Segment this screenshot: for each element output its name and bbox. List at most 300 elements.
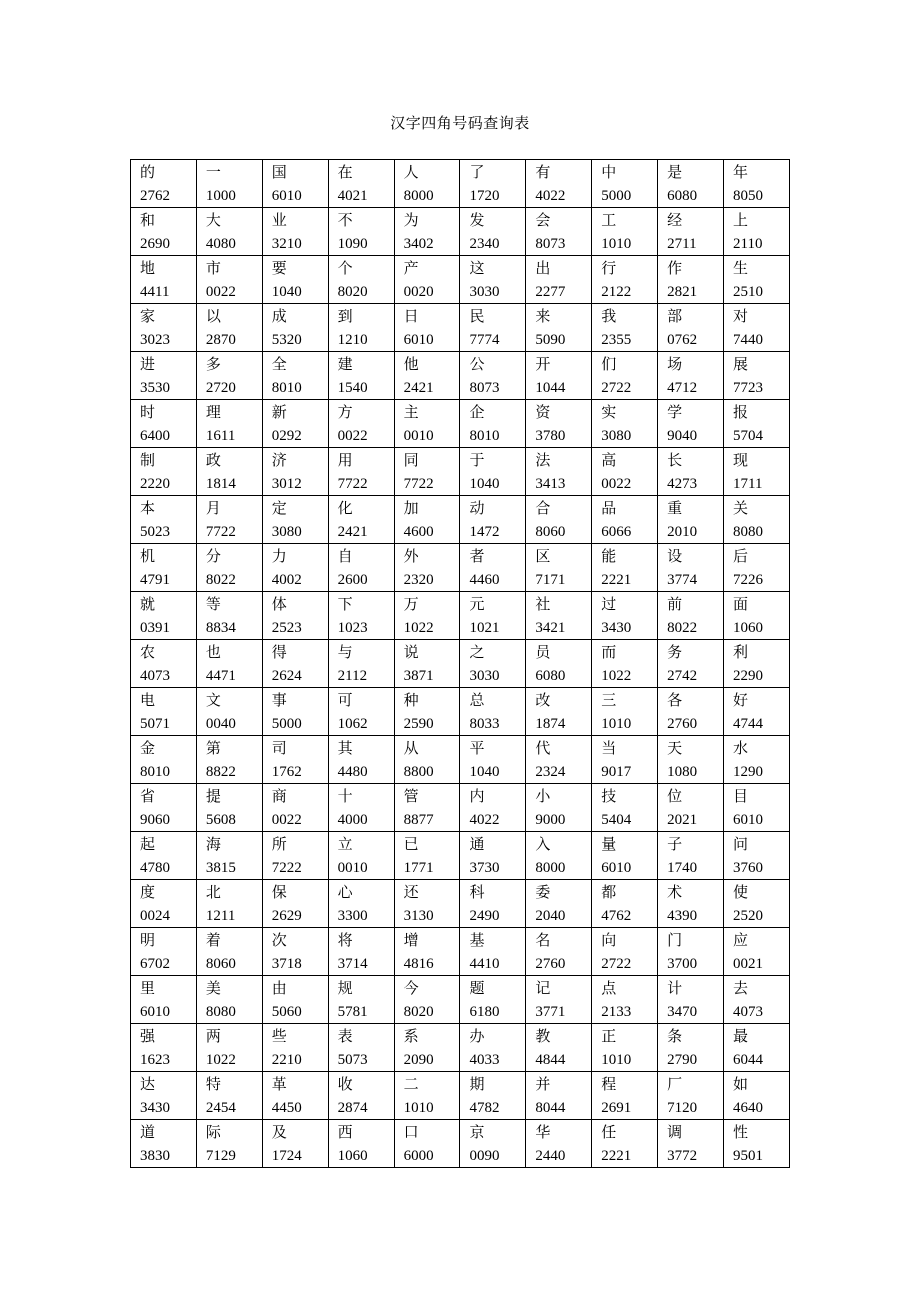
table-cell: [196, 544, 262, 592]
table-cell: [724, 496, 790, 544]
hanzi-character: 大: [205, 211, 221, 229]
table-cell: [196, 592, 262, 640]
four-corner-code: 5071: [140, 716, 170, 732]
table-row: [131, 256, 790, 304]
hanzi-character: 内: [469, 787, 485, 805]
hanzi-character: 来: [535, 307, 551, 325]
table-cell: [394, 352, 460, 400]
four-corner-code: 4002: [271, 572, 302, 588]
four-corner-code: 4460: [469, 572, 500, 588]
hanzi-character: 力: [271, 547, 287, 565]
four-corner-code: 8022: [205, 572, 236, 588]
hanzi-character: 今: [403, 979, 419, 997]
four-corner-code: 4022: [535, 188, 566, 204]
four-corner-code: 1010: [601, 236, 632, 252]
table-cell: [724, 928, 790, 976]
table-cell: [328, 688, 394, 736]
four-corner-code: 8022: [667, 620, 698, 636]
hanzi-character: 司: [271, 739, 287, 757]
table-cell: [526, 736, 592, 784]
four-corner-code: 8877: [403, 812, 434, 828]
four-corner-code: 1874: [535, 716, 566, 732]
table-cell: [262, 1120, 328, 1168]
hanzi-character: 能: [601, 547, 617, 565]
hanzi-character: 地: [140, 259, 156, 277]
hanzi-character: 月: [205, 499, 221, 517]
table-cell: [196, 1024, 262, 1072]
four-corner-code: 4073: [733, 1004, 764, 1020]
table-cell: [592, 400, 658, 448]
table-cell: [526, 448, 592, 496]
table-cell: [196, 448, 262, 496]
four-corner-code: 6702: [140, 956, 170, 972]
hanzi-character: 水: [733, 739, 749, 757]
table-row: [131, 208, 790, 256]
four-corner-code: 3815: [205, 860, 236, 876]
four-corner-code: 3210: [271, 236, 302, 252]
four-corner-code: 8010: [140, 764, 170, 780]
four-corner-code: 2762: [140, 188, 170, 204]
four-corner-code: 5060: [271, 1004, 302, 1020]
table-cell: [328, 352, 394, 400]
hanzi-character: 平: [469, 739, 485, 757]
table-cell: [658, 1024, 724, 1072]
hanzi-character: 前: [667, 595, 683, 613]
table-cell: [196, 1120, 262, 1168]
table-cell: [724, 784, 790, 832]
hanzi-character: 京: [469, 1123, 485, 1141]
table-cell: [460, 976, 526, 1024]
four-corner-code: 8060: [205, 956, 236, 972]
table-cell: [262, 784, 328, 832]
table-cell: [526, 928, 592, 976]
table-cell: [592, 544, 658, 592]
table-cell: [526, 832, 592, 880]
hanzi-character: 如: [733, 1075, 749, 1093]
table-cell: [658, 544, 724, 592]
table-cell: [526, 208, 592, 256]
four-corner-code: 1720: [469, 188, 500, 204]
table-cell: [328, 400, 394, 448]
four-corner-code: 8822: [205, 764, 236, 780]
hanzi-character: 等: [205, 595, 221, 613]
table-cell: [196, 400, 262, 448]
hanzi-character: 实: [601, 403, 617, 421]
four-corner-code: 1010: [601, 716, 632, 732]
table-cell: [131, 592, 197, 640]
table-cell: [658, 1120, 724, 1168]
table-cell: [131, 832, 197, 880]
hanzi-character: 出: [535, 259, 551, 277]
table-cell: [658, 688, 724, 736]
table-cell: [196, 496, 262, 544]
hanzi-character: 政: [205, 451, 221, 469]
hanzi-character: 到: [337, 307, 353, 325]
four-corner-code: 2722: [601, 380, 632, 396]
table-cell: [196, 352, 262, 400]
hanzi-character: 动: [469, 499, 485, 517]
four-corner-code: 8834: [205, 620, 236, 636]
table-row: [131, 496, 790, 544]
four-corner-code: 3700: [667, 956, 698, 972]
table-cell: [131, 352, 197, 400]
hanzi-character: 面: [733, 595, 749, 613]
four-corner-code: 1611: [205, 428, 236, 444]
table-cell: [658, 304, 724, 352]
hanzi-character: 程: [601, 1075, 617, 1093]
table-cell: [526, 1120, 592, 1168]
hanzi-character: 的: [140, 163, 156, 181]
table-row: [131, 928, 790, 976]
four-corner-code: 3774: [667, 572, 698, 588]
hanzi-character: 技: [601, 787, 617, 805]
four-corner-code: 3871: [403, 668, 434, 684]
table-cell: [328, 208, 394, 256]
hanzi-character: 应: [733, 931, 749, 949]
hanzi-character: 学: [667, 403, 683, 421]
table-cell: [131, 928, 197, 976]
hanzi-character: 多: [205, 355, 221, 373]
table-cell: [460, 208, 526, 256]
table-cell: [724, 160, 790, 208]
table-cell: [328, 832, 394, 880]
table-cell: [460, 1072, 526, 1120]
four-corner-code: 2112: [337, 668, 368, 684]
hanzi-character: 天: [667, 739, 683, 757]
table-cell: [131, 208, 197, 256]
hanzi-character: 题: [469, 979, 485, 997]
hanzi-character: 有: [535, 163, 551, 181]
hanzi-character: 规: [337, 979, 353, 997]
four-corner-code: 1771: [403, 860, 434, 876]
hanzi-character: 员: [535, 643, 551, 661]
table-cell: [262, 880, 328, 928]
table-cell: [526, 640, 592, 688]
hanzi-character: 了: [469, 163, 485, 181]
table-cell: [526, 1024, 592, 1072]
hanzi-character: 法: [535, 451, 551, 469]
four-corner-code: 3430: [140, 1100, 170, 1116]
hanzi-character: 增: [403, 931, 419, 949]
hanzi-character: 关: [733, 499, 749, 517]
table-body: [131, 160, 790, 1168]
hanzi-character: 还: [403, 883, 419, 901]
hanzi-character: 向: [601, 931, 617, 949]
four-corner-code: 2520: [733, 908, 764, 924]
four-corner-code: 2090: [403, 1052, 434, 1068]
four-corner-code: 7722: [337, 476, 368, 492]
table-cell: [460, 496, 526, 544]
four-corner-code: 6010: [140, 1004, 170, 1020]
table-cell: [724, 688, 790, 736]
hanzi-character: 去: [733, 979, 749, 997]
table-cell: [724, 1024, 790, 1072]
hanzi-character: 为: [403, 211, 419, 229]
four-corner-code: 0292: [271, 428, 302, 444]
table-cell: [328, 976, 394, 1024]
four-corner-code: 9017: [601, 764, 632, 780]
table-cell: [460, 256, 526, 304]
four-corner-code: 1762: [271, 764, 302, 780]
hanzi-character: 商: [271, 787, 287, 805]
table-cell: [394, 208, 460, 256]
hanzi-character: 北: [205, 883, 221, 901]
hanzi-character: 一: [205, 163, 221, 181]
four-corner-code: 4410: [469, 956, 500, 972]
four-corner-code: 8033: [469, 716, 500, 732]
hanzi-character: 门: [667, 931, 683, 949]
hanzi-character: 位: [667, 787, 683, 805]
hanzi-character: 通: [469, 835, 485, 853]
four-corner-code: 0090: [469, 1148, 500, 1164]
hanzi-character: 改: [535, 691, 551, 709]
table-cell: [460, 304, 526, 352]
four-corner-code: 8060: [535, 524, 566, 540]
four-corner-code: 4033: [469, 1052, 500, 1068]
page-title: 汉字四角号码查询表: [390, 114, 530, 132]
hanzi-character: 年: [733, 163, 749, 181]
hanzi-character: 度: [140, 883, 156, 901]
four-corner-code: 3470: [667, 1004, 698, 1020]
four-corner-code: 5000: [271, 716, 302, 732]
four-corner-code: 4640: [733, 1100, 764, 1116]
table-cell: [328, 496, 394, 544]
four-corner-code: 5000: [601, 188, 632, 204]
hanzi-character: 表: [337, 1027, 353, 1045]
hanzi-character: 不: [337, 211, 353, 229]
hanzi-character: 着: [205, 931, 221, 949]
hanzi-character: 企: [469, 403, 485, 421]
four-corner-code: 2760: [667, 716, 698, 732]
hanzi-character: 分: [205, 547, 221, 565]
four-corner-code: 6010: [403, 332, 434, 348]
table-cell: [592, 640, 658, 688]
table-cell: [724, 592, 790, 640]
hanzi-character: 们: [601, 355, 617, 373]
four-corner-code: 7722: [205, 524, 236, 540]
hanzi-character: 使: [733, 883, 749, 901]
four-corner-code: 3402: [403, 236, 434, 252]
four-corner-code: 2133: [601, 1004, 632, 1020]
four-corner-code: 8020: [337, 284, 368, 300]
table-cell: [262, 832, 328, 880]
table-cell: [592, 976, 658, 1024]
hanzi-character: 全: [271, 355, 287, 373]
four-corner-code: 1062: [337, 716, 368, 732]
table-cell: [592, 256, 658, 304]
four-corner-code: 8044: [535, 1100, 566, 1116]
table-cell: [592, 448, 658, 496]
four-corner-code: 0022: [271, 812, 302, 828]
table-cell: [658, 448, 724, 496]
four-corner-code: 1623: [140, 1052, 170, 1068]
hanzi-character: 农: [140, 643, 156, 661]
four-corner-code: 0762: [667, 332, 698, 348]
four-corner-code: 7222: [271, 860, 302, 876]
hanzi-character: 办: [469, 1027, 485, 1045]
hanzi-character: 计: [667, 979, 683, 997]
hanzi-character: 元: [469, 595, 485, 613]
four-corner-code: 2021: [667, 812, 698, 828]
table-cell: [394, 592, 460, 640]
four-corner-code: 4791: [140, 572, 170, 588]
table-cell: [328, 1120, 394, 1168]
four-corner-code: 6010: [733, 812, 764, 828]
four-corner-code: 5608: [205, 812, 236, 828]
table-cell: [262, 736, 328, 784]
table-cell: [658, 928, 724, 976]
table-row: [131, 592, 790, 640]
four-corner-code: 3760: [733, 860, 764, 876]
table-row: [131, 448, 790, 496]
table-row: [131, 1024, 790, 1072]
table-cell: [658, 592, 724, 640]
four-corner-code: 5704: [733, 428, 764, 444]
four-corner-code: 7723: [733, 380, 764, 396]
table-cell: [131, 400, 197, 448]
table-cell: [526, 544, 592, 592]
table-cell: [394, 400, 460, 448]
four-corner-code: 4450: [271, 1100, 302, 1116]
hanzi-character: 文: [205, 691, 221, 709]
hanzi-character: 这: [469, 259, 485, 277]
hanzi-character: 条: [667, 1027, 683, 1045]
table-cell: [592, 784, 658, 832]
hanzi-character: 从: [403, 739, 419, 757]
table-cell: [328, 736, 394, 784]
table-cell: [724, 544, 790, 592]
hanzi-character: 要: [271, 259, 287, 277]
table-cell: [658, 832, 724, 880]
hanzi-character: 第: [205, 739, 221, 757]
four-corner-code: 2691: [601, 1100, 632, 1116]
hanzi-character: 会: [535, 211, 551, 229]
four-corner-code: 2722: [601, 956, 632, 972]
four-corner-code: 2210: [271, 1052, 302, 1068]
hanzi-character: 业: [271, 211, 287, 229]
hanzi-character: 教: [535, 1027, 551, 1045]
hanzi-character: 国: [271, 163, 287, 181]
table-cell: [328, 880, 394, 928]
four-corner-code: 2510: [733, 284, 764, 300]
hanzi-character: 日: [403, 307, 419, 325]
table-cell: [131, 256, 197, 304]
table-cell: [658, 736, 724, 784]
four-corner-code: 6010: [601, 860, 632, 876]
table-cell: [131, 448, 197, 496]
hanzi-character: 种: [403, 691, 419, 709]
four-corner-code: 3730: [469, 860, 500, 876]
hanzi-character: 明: [140, 931, 156, 949]
table-cell: [328, 592, 394, 640]
hanzi-character: 人: [403, 163, 419, 181]
four-corner-code: 2742: [667, 668, 698, 684]
four-corner-code: 8020: [403, 1004, 434, 1020]
four-corner-code: 0022: [601, 476, 632, 492]
table-cell: [526, 688, 592, 736]
hanzi-character: 他: [403, 355, 419, 373]
table-cell: [658, 352, 724, 400]
table-cell: [394, 880, 460, 928]
table-cell: [131, 1120, 197, 1168]
table-cell: [394, 1120, 460, 1168]
four-corner-code: 2454: [205, 1100, 236, 1116]
hanzi-character: 体: [271, 595, 287, 613]
hanzi-character: 展: [733, 355, 749, 373]
table-cell: [262, 160, 328, 208]
four-corner-code: 6010: [271, 188, 302, 204]
table-row: [131, 880, 790, 928]
four-corner-code: 2324: [535, 764, 566, 780]
four-corner-code: 2790: [667, 1052, 698, 1068]
table-cell: [394, 928, 460, 976]
table-cell: [460, 784, 526, 832]
four-corner-code: 3530: [140, 380, 170, 396]
four-corner-code: 4762: [601, 908, 632, 924]
table-cell: [131, 640, 197, 688]
four-corner-code: 1290: [733, 764, 764, 780]
table-row: [131, 544, 790, 592]
table-cell: [460, 400, 526, 448]
four-corner-code: 4780: [140, 860, 170, 876]
four-corner-code: 1040: [271, 284, 302, 300]
table-cell: [724, 976, 790, 1024]
four-corner-code: 8800: [403, 764, 434, 780]
hanzi-character: 而: [601, 643, 617, 661]
four-corner-code: 3714: [337, 956, 368, 972]
four-corner-code: 1010: [403, 1100, 434, 1116]
four-corner-code: 5090: [535, 332, 566, 348]
table-row: [131, 688, 790, 736]
table-cell: [592, 1120, 658, 1168]
four-corner-code: 3012: [271, 476, 302, 492]
four-corner-code: 2490: [469, 908, 500, 924]
table-cell: [394, 640, 460, 688]
table-cell: [658, 160, 724, 208]
four-corner-code: 8010: [469, 428, 500, 444]
four-corner-code: 2355: [601, 332, 632, 348]
hanzi-character: 科: [469, 883, 485, 901]
table-row: [131, 1120, 790, 1168]
hanzi-character: 得: [271, 643, 287, 661]
four-corner-code: 3030: [469, 668, 500, 684]
four-corner-code: 3830: [140, 1148, 170, 1164]
hanzi-character: 工: [601, 211, 617, 229]
table-cell: [724, 352, 790, 400]
table-cell: [526, 352, 592, 400]
hanzi-character: 就: [140, 595, 156, 613]
four-corner-code: 2340: [469, 236, 500, 252]
hanzi-character: 生: [733, 259, 749, 277]
four-corner-code: 4844: [535, 1052, 566, 1068]
four-corner-code: 1060: [337, 1148, 368, 1164]
table-cell: [724, 736, 790, 784]
table-cell: [131, 688, 197, 736]
hanzi-character: 民: [469, 307, 485, 325]
table-cell: [196, 640, 262, 688]
four-corner-code: 2010: [667, 524, 698, 540]
four-corner-code: 2821: [667, 284, 698, 300]
table-cell: [592, 496, 658, 544]
four-corner-code: 7226: [733, 572, 764, 588]
hanzi-character: 也: [205, 643, 221, 661]
table-cell: [394, 688, 460, 736]
hanzi-character: 正: [601, 1027, 617, 1045]
table-cell: [460, 1120, 526, 1168]
hanzi-character: 外: [403, 547, 419, 565]
four-corner-code: 3023: [140, 332, 170, 348]
table-cell: [196, 688, 262, 736]
